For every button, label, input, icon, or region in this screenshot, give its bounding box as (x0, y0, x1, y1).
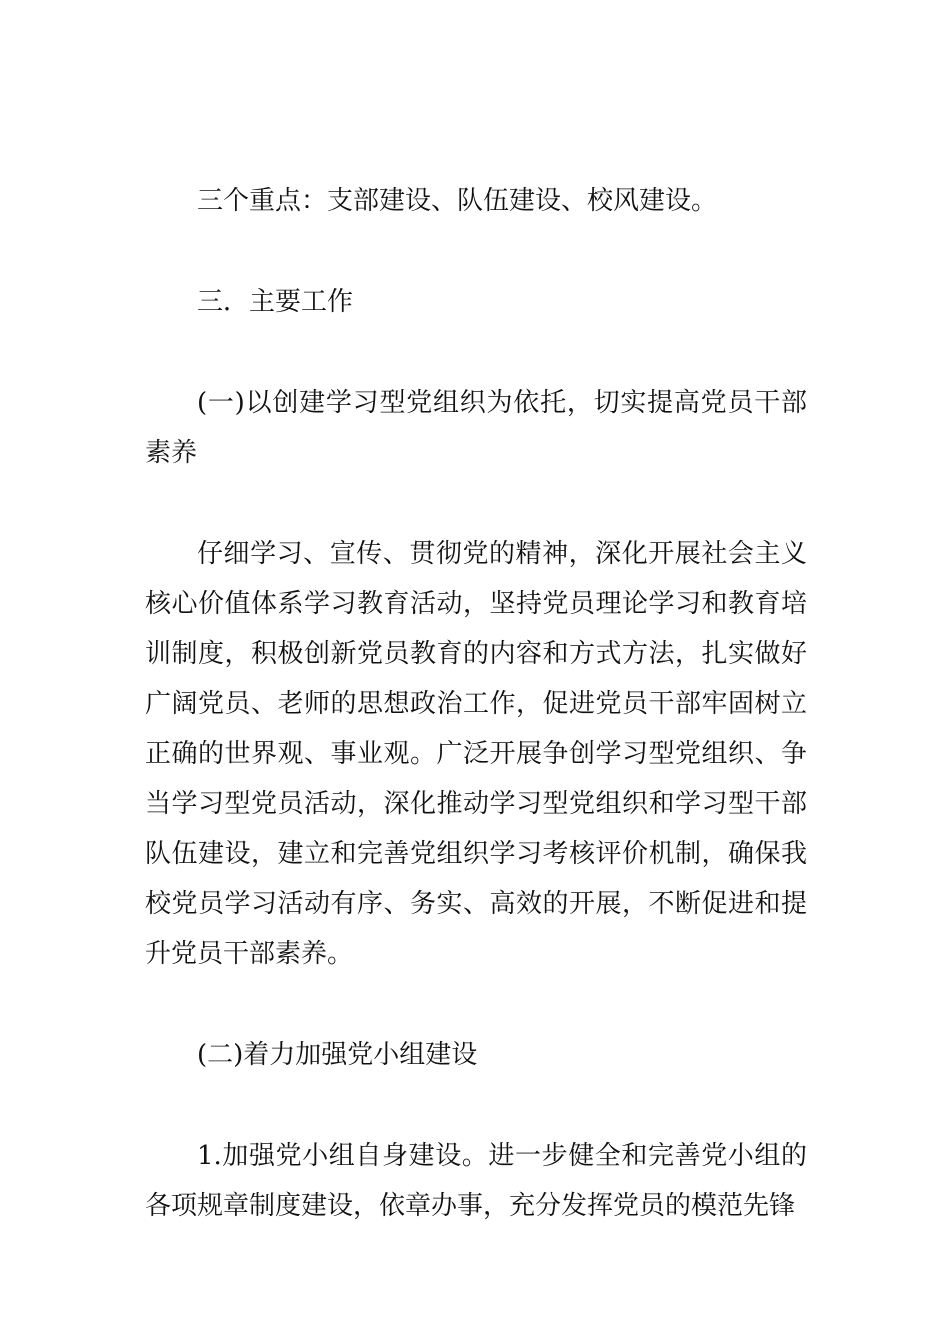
subheading-party-group-building: (二)着力加强党小组建设 (197, 1040, 478, 1070)
section-heading-main-work: 三．主要工作 (197, 287, 354, 317)
subheading-learning-party-organization: (一)以创建学习型党组织为依托，切实提高党员干部素养 (145, 388, 807, 468)
paragraph-study-education: 仔细学习、宣传、贯彻党的精神，深化开展社会主义核心价值体系学习教育活动，坚持党员理论学习和教育培训制度，积极创新党员教育的内容和方式方法，扎实做好广阔党员、老师的思想政治工作，促进党员干部牢固树立正确的世界观、事业观。广泛开展争创学习型党组织、争当学习型党员活动，深化推动学习型党组织和学习型干部队伍建设，建立和完善党组织学习考核评价机制，确保我校党员学习活动有序、务实、高效的开展，不断促进和提升党员干部素养。 (145, 539, 807, 969)
paragraph-key-points: 三个重点：支部建设、队伍建设、校风建设。 (197, 186, 718, 216)
document-body (145, 176, 807, 1231)
paragraph-party-group-self-building: 1.加强党小组自身建设。进一步健全和完善党小组的各项规章制度建设，依章办事，充分发挥党员的模范先锋 (145, 1141, 807, 1221)
